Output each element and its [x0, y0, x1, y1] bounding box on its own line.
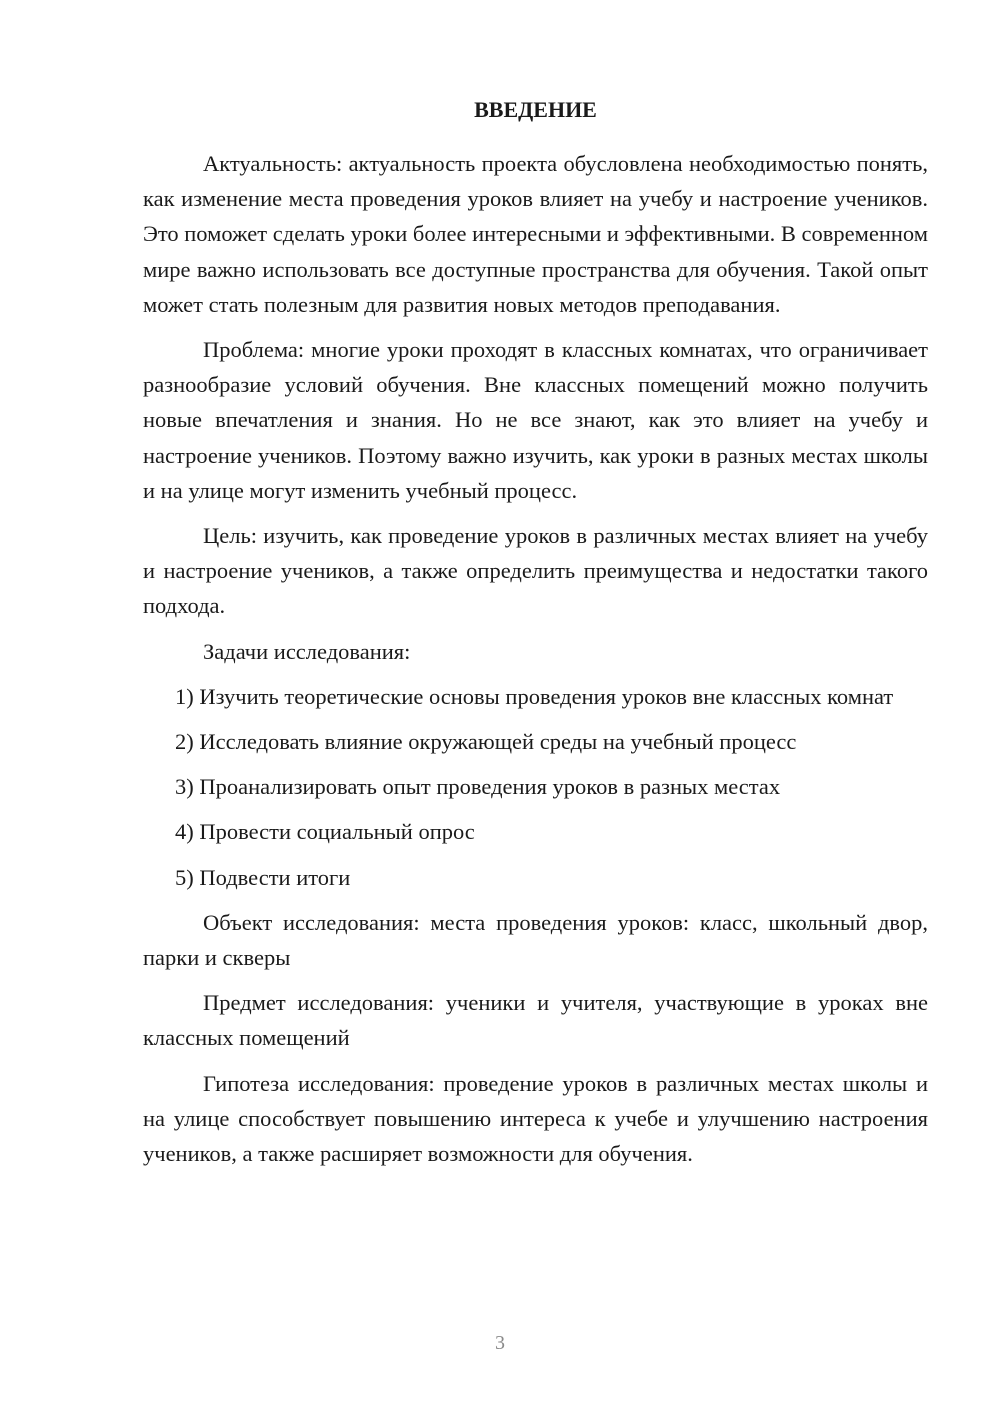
task-item-1: 1) Изучить теоретические основы проведения уроков вне классных комнат [175, 683, 894, 709]
page-content [143, 88, 928, 1181]
paragraph-hypothesis: Гипотеза исследования: проведение уроков в различных местах школы и на улице способствует повышению интереса к учебе и улучшению настроения учеников, а также расширяет возможности для обучения. [143, 1070, 928, 1167]
paragraph-subject: Предмет исследования: ученики и учителя, участвующие в уроках вне классных помещений [143, 990, 928, 1051]
task-item-2: 2) Исследовать влияние окружающей среды на учебный процесс [175, 729, 797, 755]
task-item-3: 3) Проанализировать опыт проведения уроков в разных местах [175, 774, 781, 800]
task-item-4: 4) Провести социальный опрос [175, 819, 475, 845]
paragraph-goal: Цель: изучить, как проведение уроков в различных местах влияет на учебу и настроение учеников, а также определить преимущества и недостатки такого подхода. [143, 523, 928, 619]
paragraph-relevance: Актуальность: актуальность проекта обусловлена необходимостью понять, как изменение места проведения уроков влияет на учебу и настроение учеников. Это поможет сделать уроки более интересными и эффективными. В современном мире важно использовать все доступные пространства для обучения. Такой опыт может стать полезным для развития новых методов преподавания. [143, 151, 928, 317]
paragraph-tasks-heading: Задачи исследования: [203, 638, 411, 664]
paragraph-problem: Проблема: многие уроки проходят в классных комнатах, что ограничивает разнообразие условий обучения. Вне классных помещений можно получить новые впечатления и знания. Но не все знают, как это влияет на учебу и настроение учеников. Поэтому важно изучить, как уроки в разных местах школы и на улице могут изменить учебный процесс. [143, 337, 928, 503]
paragraph-object: Объект исследования: места проведения уроков: класс, школьный двор, парки и скверы [143, 909, 928, 971]
task-item-5: 5) Подвести итоги [175, 864, 351, 890]
section-title: ВВЕДЕНИЕ [474, 97, 597, 122]
page-number: 3 [495, 1332, 505, 1354]
